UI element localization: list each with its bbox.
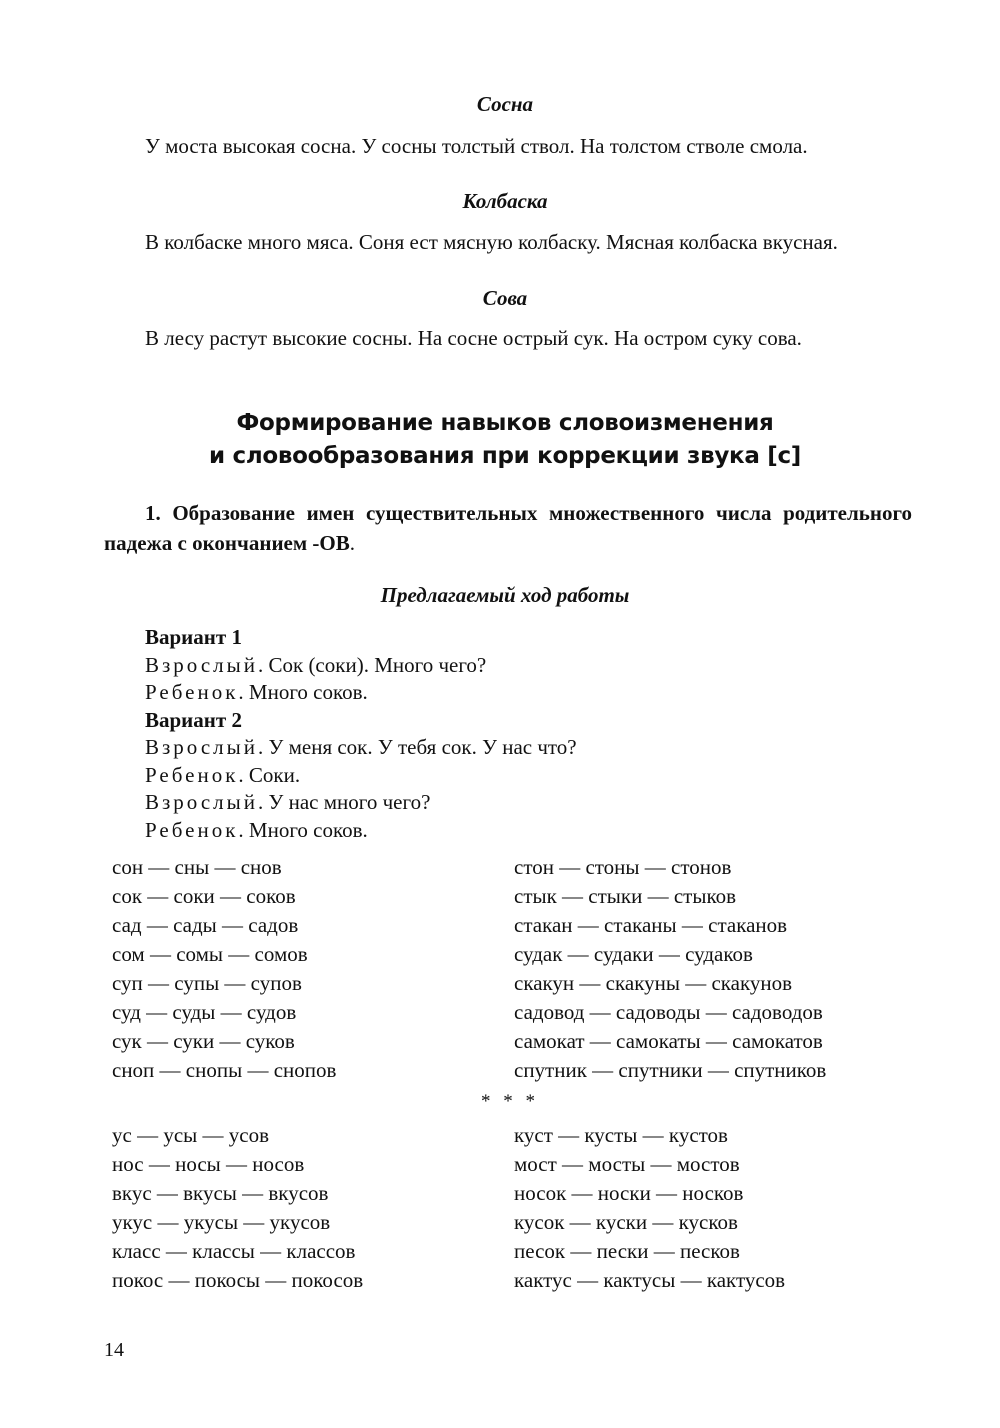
asterism-separator: * * *: [481, 1091, 539, 1112]
speaker: Взрослый: [145, 652, 258, 677]
word-row: кактус — кактусы — кактусов: [514, 1268, 786, 1292]
word-column-right-2: [514, 1121, 785, 1295]
word-row: носок — носки — носков: [514, 1181, 744, 1205]
word-row: песок — пески — песков: [514, 1239, 740, 1263]
story-title-sosna: Сосна: [476, 92, 534, 116]
word-row: скакун — скакуны — скакунов: [514, 971, 793, 995]
word-row: сад — сады — садов: [112, 913, 299, 937]
word-row: сон — сны — снов: [112, 855, 282, 879]
word-column-right-1: [514, 853, 826, 1085]
word-row: стакан — стаканы — стаканов: [514, 913, 788, 937]
word-row: кусок — куски — кусков: [514, 1210, 738, 1234]
dialog-variants: [145, 624, 577, 844]
story-text-sova: В лесу растут высокие сосны. На сосне острый сук. На остром суку сова.: [145, 326, 802, 350]
word-column-left-1: [112, 853, 336, 1085]
speaker: Ребенок: [145, 817, 239, 842]
word-row: судак — судаки — судаков: [514, 942, 753, 966]
task-tail: .: [349, 531, 356, 555]
page-number: 14: [104, 1339, 124, 1361]
variant-label: Вариант 2: [145, 707, 242, 732]
word-row: укус — укусы — укусов: [112, 1210, 331, 1234]
task-description: [104, 498, 912, 558]
dialog-line: [145, 817, 577, 845]
speaker: Взрослый: [145, 790, 258, 814]
word-row: вкус — вкусы — вкусов: [112, 1181, 329, 1205]
dialog-line: [145, 652, 577, 680]
word-row: мост — мосты — мостов: [514, 1152, 740, 1176]
utterance: . Много соков.: [238, 680, 368, 704]
dialog-line: [145, 734, 577, 762]
word-row: сноп — снопы — снопов: [112, 1058, 337, 1082]
utterance: . Соки.: [238, 762, 301, 787]
method-title: Предлагаемый ход работы: [380, 583, 630, 607]
story-text-sosna: У моста высокая сосна. У сосны толстый ствол. На толстом стволе смола.: [145, 134, 808, 158]
word-column-left-2: [112, 1121, 363, 1295]
word-row: нос — носы — носов: [112, 1152, 305, 1176]
speaker: Ребенок: [145, 762, 239, 787]
word-row: сук — суки — суков: [112, 1029, 295, 1053]
story-title-sova: Сова: [482, 286, 528, 310]
word-row: стык — стыки — стыков: [514, 884, 737, 908]
word-row: покос — покосы — покосов: [112, 1268, 364, 1292]
story-title-kolbaska: Колбаска: [462, 189, 548, 213]
word-row: класс — классы — классов: [112, 1239, 356, 1263]
utterance: . У нас много чего?: [257, 790, 431, 814]
speaker: Взрослый: [145, 735, 258, 759]
word-row: самокат — самокаты — самокатов: [514, 1029, 823, 1053]
word-row: спутник — спутники — спутников: [514, 1058, 827, 1082]
utterance: . У меня сок. У тебя сок. У нас что?: [257, 735, 577, 759]
section-heading-line1: Формирование навыков словоизменения: [236, 410, 774, 436]
variant-label: Вариант 1: [145, 625, 242, 649]
task-number: 1.: [145, 501, 161, 525]
word-row: сом — сомы — сомов: [112, 942, 308, 966]
word-row: суп — супы — супов: [112, 971, 302, 995]
word-row: сок — соки — соков: [112, 884, 296, 908]
speaker: Ребенок: [145, 680, 239, 704]
section-heading: [0, 407, 1000, 473]
utterance: . Сок (соки). Много чего?: [257, 652, 487, 677]
word-row: суд — суды — судов: [112, 1000, 297, 1024]
task-text: Образование имен существительных множественного числа родительного падежа с окончанием -ОВ: [104, 501, 913, 555]
dialog-line: [145, 762, 577, 790]
word-row: садовод — садоводы — садоводов: [514, 1000, 823, 1024]
story-text-kolbaska: В колбаске много мяса. Соня ест мясную колбаску. Мясная колбаска вкусная.: [145, 230, 838, 254]
word-row: стон — стоны — стонов: [514, 855, 732, 879]
dialog-line: [145, 789, 577, 817]
word-row: ус — усы — усов: [112, 1123, 269, 1147]
section-heading-line2: и словообразования при коррекции звука [с]: [208, 443, 802, 469]
utterance: . Много соков.: [238, 817, 368, 842]
dialog-line: [145, 679, 577, 707]
word-row: куст — кусты — кустов: [514, 1123, 728, 1147]
